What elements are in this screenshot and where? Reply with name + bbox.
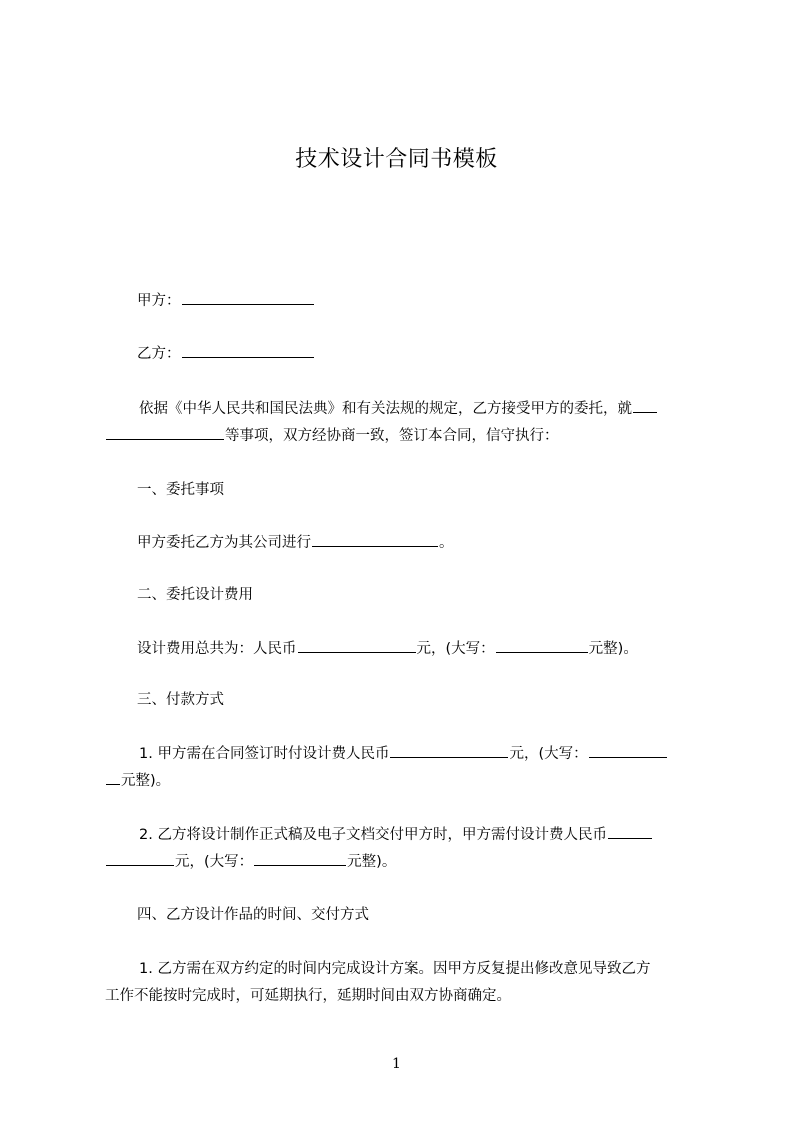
section-3-item-2-amount-blank xyxy=(608,824,652,839)
section-3-item-1-line-2 xyxy=(105,770,170,791)
page-number: 1 xyxy=(392,1056,401,1072)
section-3-item-2-amount-blank-cont xyxy=(106,851,174,866)
section-4-item-1-line-1: 1. 乙方需在双方约定的时间内完成设计方案。因甲方反复提出修改意见导致乙方 xyxy=(139,961,651,977)
preamble-blank-1 xyxy=(633,398,657,413)
party-b-label: 乙方： xyxy=(137,346,181,362)
preamble-text-1: 依据《中华人民共和国民法典》和有关法规的规定，乙方接受甲方的委托，就 xyxy=(139,401,632,417)
section-1-heading: 一、委托事项 xyxy=(137,482,224,498)
preamble-line-1 xyxy=(139,398,658,419)
preamble-blank-2 xyxy=(106,425,224,440)
section-3-item-1-capital-blank-cont xyxy=(106,770,120,785)
section-2-text-before: 设计费用总共为：人民币 xyxy=(137,641,297,657)
section-3-item-2-line-2 xyxy=(105,851,396,872)
preamble-line-2 xyxy=(105,425,559,446)
section-3-item-1-capital-blank xyxy=(589,743,667,758)
section-2-text xyxy=(137,638,638,659)
section-2-text-after: 元整)。 xyxy=(588,641,638,657)
section-3-item-1-line-1 xyxy=(139,743,668,764)
section-1-text-after: 。 xyxy=(439,535,454,551)
section-3-item-2-mid: 元，(大写： xyxy=(175,854,254,870)
party-a-line xyxy=(137,290,315,311)
party-b-blank xyxy=(182,343,314,358)
section-4-heading: 四、乙方设计作品的时间、交付方式 xyxy=(137,907,369,923)
document-title: 技术设计合同书模板 xyxy=(295,147,498,172)
section-1-text xyxy=(137,532,454,553)
section-4-item-1-line-2: 工作不能按时完成时，可延期执行，延期时间由双方协商确定。 xyxy=(105,988,511,1004)
section-2-amount-blank xyxy=(298,638,416,653)
section-1-blank xyxy=(312,532,438,547)
section-3-item-1-amount-blank xyxy=(390,743,508,758)
section-3-item-1-after: 元整)。 xyxy=(121,773,171,789)
section-3-item-2-capital-blank xyxy=(254,851,346,866)
section-3-item-2-line-1 xyxy=(139,824,653,845)
section-3-heading: 三、付款方式 xyxy=(137,692,224,708)
party-b-line xyxy=(137,343,315,364)
party-a-blank xyxy=(182,290,314,305)
section-2-heading: 二、委托设计费用 xyxy=(137,587,253,603)
section-3-item-2-before: 2. 乙方将设计制作正式稿及电子文档交付甲方时，甲方需付设计费人民币 xyxy=(139,827,607,843)
section-3-item-1-before: 1. 甲方需在合同签订时付设计费人民币 xyxy=(139,746,390,762)
section-3-item-2-after: 元整)。 xyxy=(347,854,397,870)
section-3-item-1-mid: 元，(大写： xyxy=(509,746,588,762)
preamble-text-2: 等事项，双方经协商一致，签订本合同，信守执行： xyxy=(225,428,559,444)
section-2-capital-blank xyxy=(496,638,588,653)
party-a-label: 甲方： xyxy=(137,293,181,309)
section-2-text-mid: 元，(大写： xyxy=(416,641,495,657)
section-1-text-before: 甲方委托乙方为其公司进行 xyxy=(137,535,311,551)
